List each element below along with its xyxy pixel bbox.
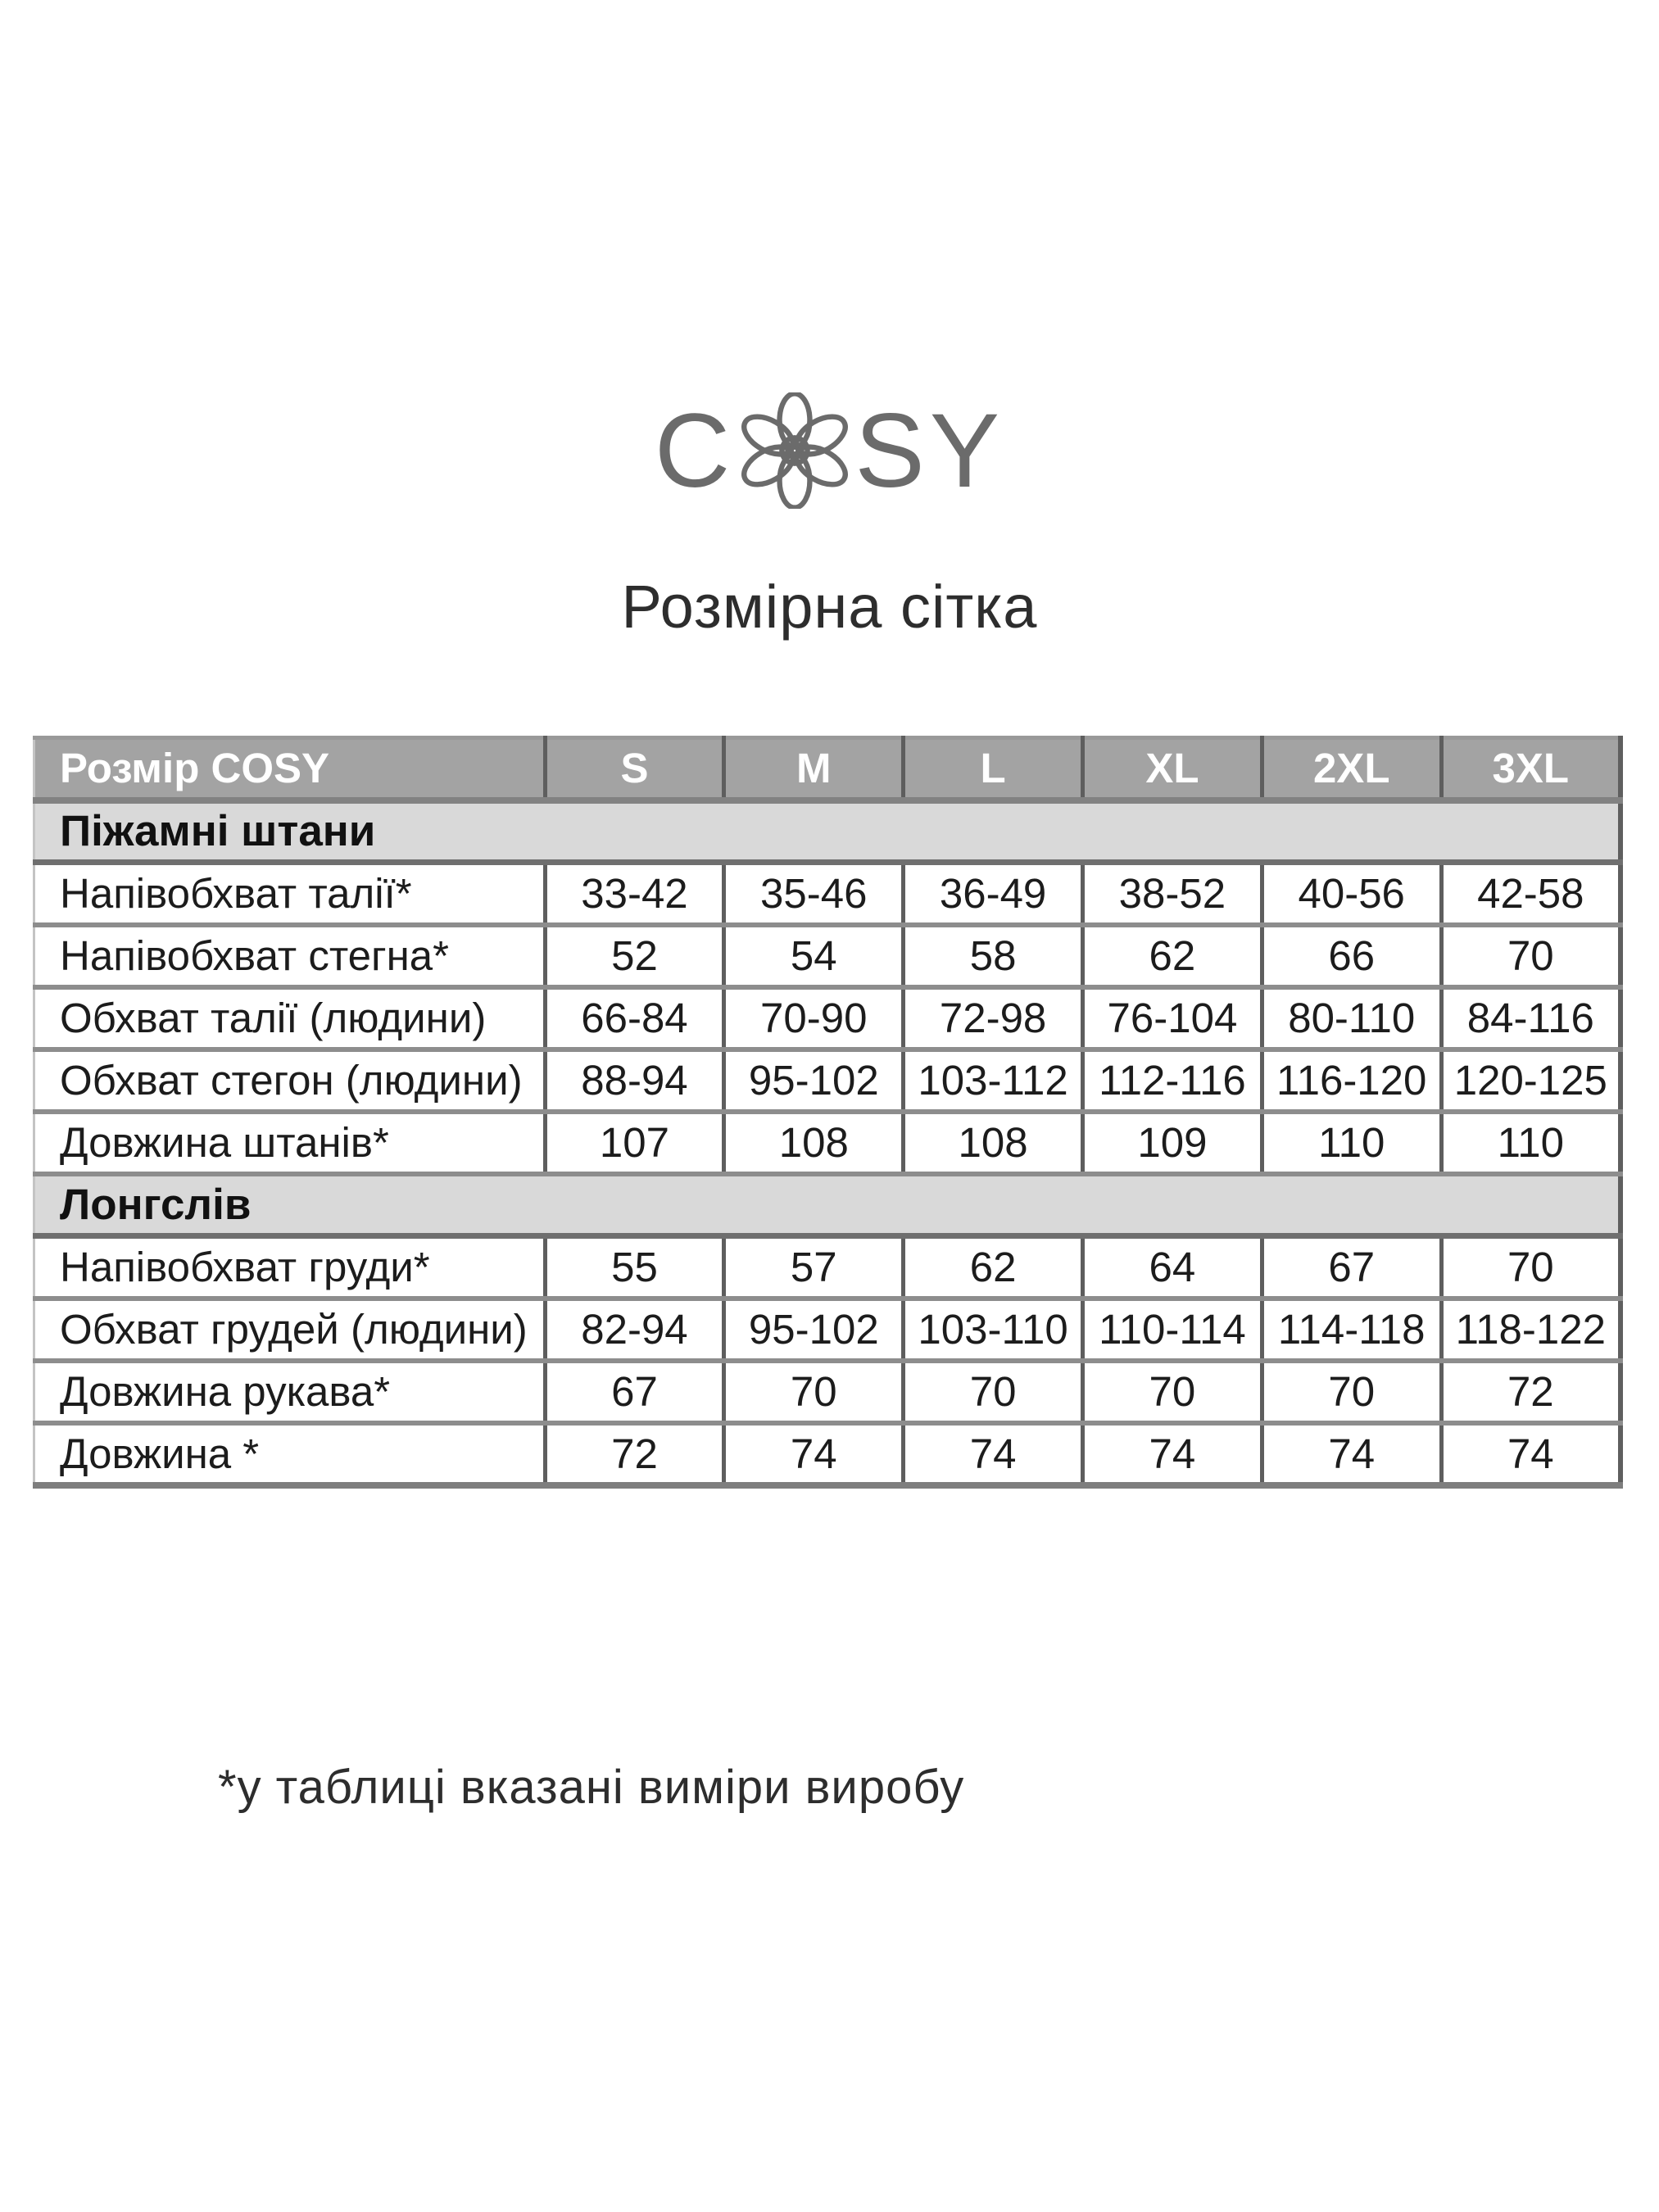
table-header-size-l: L [904,738,1083,800]
size-value: 70-90 [724,987,904,1049]
size-value: 33-42 [545,863,724,925]
row-label: Довжина * [34,1423,546,1485]
row-label: Довжина штанів* [34,1112,546,1174]
size-value: 74 [1262,1423,1441,1485]
size-value: 74 [1441,1423,1620,1485]
row-label: Напівобхват талії* [34,863,546,925]
size-value: 74 [724,1423,904,1485]
size-table [33,736,1623,1489]
size-value: 114-118 [1262,1299,1441,1361]
size-value: 108 [724,1112,904,1174]
footnote: *у таблиці вказані виміри виробу [218,1761,965,1814]
size-value: 103-112 [904,1049,1083,1112]
row-label: Обхват грудей (людини) [34,1299,546,1361]
size-value: 55 [545,1236,724,1299]
size-value: 36-49 [904,863,1083,925]
table-row [34,1112,1621,1174]
size-value: 120-125 [1441,1049,1620,1112]
section-title: Піжамні штани [34,800,1621,863]
size-value: 74 [1083,1423,1262,1485]
size-value: 57 [724,1236,904,1299]
size-value: 67 [1262,1236,1441,1299]
size-value: 95-102 [724,1049,904,1112]
size-value: 74 [904,1423,1083,1485]
size-value: 76-104 [1083,987,1262,1049]
size-value: 72 [545,1423,724,1485]
size-value: 108 [904,1112,1083,1174]
size-value: 109 [1083,1112,1262,1174]
table-header-label: Розмір COSY [34,738,546,800]
size-value: 52 [545,925,724,987]
size-value: 42-58 [1441,863,1620,925]
size-value: 58 [904,925,1083,987]
brand-logo [0,373,1659,528]
row-label: Довжина рукава* [34,1361,546,1423]
logo-text-prefix: C [654,392,736,510]
size-value: 66-84 [545,987,724,1049]
size-value: 54 [724,925,904,987]
size-value: 40-56 [1262,863,1441,925]
size-value: 70 [1441,1236,1620,1299]
size-value: 88-94 [545,1049,724,1112]
table-header-size-m: M [724,738,904,800]
table-row [34,1299,1621,1361]
row-label: Обхват талії (людини) [34,987,546,1049]
table-header-size-s: S [545,738,724,800]
size-value: 95-102 [724,1299,904,1361]
flower-icon [737,392,853,509]
table-header-size-xl: XL [1083,738,1262,800]
section-title: Лонгслів [34,1174,1621,1236]
size-value: 70 [1441,925,1620,987]
size-value: 38-52 [1083,863,1262,925]
size-value: 110 [1441,1112,1620,1174]
size-value: 116-120 [1262,1049,1441,1112]
size-value: 84-116 [1441,987,1620,1049]
size-value: 118-122 [1441,1299,1620,1361]
logo-text-suffix: SY [854,392,1005,510]
size-value: 70 [904,1361,1083,1423]
size-value: 112-116 [1083,1049,1262,1112]
size-value: 70 [1262,1361,1441,1423]
size-value: 103-110 [904,1299,1083,1361]
row-label: Напівобхват стегна* [34,925,546,987]
size-value: 82-94 [545,1299,724,1361]
section-row-longsleeve [34,1174,1621,1236]
row-label: Обхват стегон (людини) [34,1049,546,1112]
table-header-size-2xl: 2XL [1262,738,1441,800]
size-value: 72 [1441,1361,1620,1423]
table-header-size-3xl: 3XL [1441,738,1620,800]
table-row [34,1236,1621,1299]
size-value: 62 [1083,925,1262,987]
table-row [34,1423,1621,1485]
table-row [34,863,1621,925]
size-value: 62 [904,1236,1083,1299]
size-value: 35-46 [724,863,904,925]
size-value: 70 [1083,1361,1262,1423]
table-row [34,925,1621,987]
size-value: 110 [1262,1112,1441,1174]
section-row-pants [34,800,1621,863]
size-value: 66 [1262,925,1441,987]
table-header-row [34,738,1621,800]
table-row [34,1361,1621,1423]
size-value: 80-110 [1262,987,1441,1049]
size-value: 64 [1083,1236,1262,1299]
size-value: 72-98 [904,987,1083,1049]
table-row [34,987,1621,1049]
size-value: 110-114 [1083,1299,1262,1361]
table-row [34,1049,1621,1112]
size-value: 70 [724,1361,904,1423]
size-value: 107 [545,1112,724,1174]
size-value: 67 [545,1361,724,1423]
page-title: Розмірна сітка [621,573,1038,641]
row-label: Напівобхват груди* [34,1236,546,1299]
